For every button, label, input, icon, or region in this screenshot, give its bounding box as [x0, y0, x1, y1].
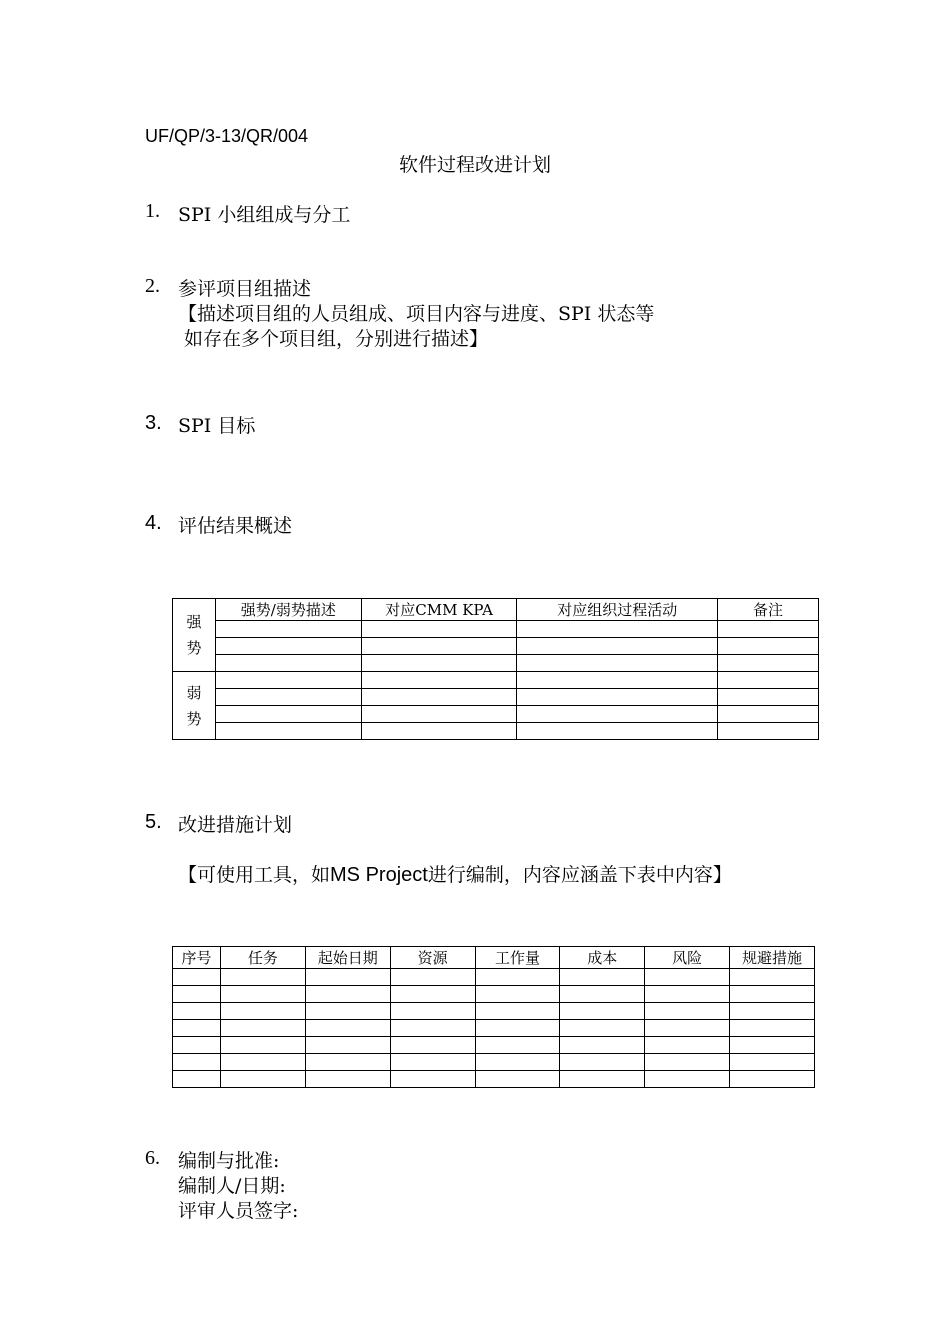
- header-description: 强势/弱势描述: [215, 599, 361, 621]
- document-code: UF/QP/3-13/QR/004: [145, 126, 309, 146]
- table-row: [173, 1003, 815, 1020]
- table-row: [173, 969, 815, 986]
- header-cost: 成本: [560, 947, 645, 969]
- section-6-heading: 编制与批准:: [178, 1150, 280, 1172]
- section-5-note-tool: MS Project: [330, 864, 428, 886]
- header-resource: 资源: [390, 947, 475, 969]
- weakness-group-label: [173, 672, 216, 740]
- section-6-reviewer-signature: 评审人员签字:: [178, 1200, 299, 1222]
- section-2-description-line2: 如存在多个项目组，分别进行描述】: [184, 328, 489, 350]
- header-process-activity: 对应组织过程活动: [517, 599, 718, 621]
- section-5-note-part-a: 【可使用工具，如: [178, 864, 331, 886]
- table-row: [173, 689, 819, 706]
- improvement-plan-table: [172, 946, 815, 1088]
- table-row: [173, 1071, 815, 1088]
- table-row: [173, 1037, 815, 1054]
- header-start-date: 起始日期: [305, 947, 390, 969]
- table-row: [173, 638, 819, 655]
- header-mitigation: 规避措施: [730, 947, 815, 969]
- section-5-heading: 改进措施计划: [178, 814, 293, 836]
- header-cmm-kpa: 对应CMM KPA: [361, 599, 517, 621]
- table-row: [173, 655, 819, 672]
- section-3-heading: SPI 目标: [178, 415, 256, 437]
- weakness-label: 弱 势: [186, 683, 202, 728]
- assessment-table: [172, 598, 819, 740]
- plan-header-row: [173, 947, 815, 969]
- header-task: 任务: [220, 947, 305, 969]
- table-row: [173, 723, 819, 740]
- header-remarks: 备注: [718, 599, 819, 621]
- header-effort: 工作量: [475, 947, 560, 969]
- table-row: [173, 1054, 815, 1071]
- assessment-header-row: [173, 599, 819, 621]
- header-seq: 序号: [173, 947, 221, 969]
- section-5-note-part-b: 进行编制，内容应涵盖下表中内容】: [427, 864, 732, 886]
- section-4-heading: 评估结果概述: [178, 515, 293, 537]
- section-1-heading: SPI 小组组成与分工: [178, 204, 351, 226]
- strength-label: 强 势: [186, 613, 202, 657]
- strength-group-label: [173, 599, 216, 672]
- document-title: 软件过程改进计划: [398, 154, 551, 176]
- table-row: [173, 986, 815, 1003]
- table-row: [173, 1020, 815, 1037]
- section-2-description-line1: 【描述项目组的人员组成、项目内容与进度、SPI 状态等: [178, 303, 655, 325]
- table-row: [173, 706, 819, 723]
- section-2-number: 2.: [145, 275, 160, 297]
- section-6-number: 6.: [145, 1147, 160, 1169]
- table-row: [173, 672, 819, 689]
- header-risk: 风险: [645, 947, 730, 969]
- table-row: [173, 621, 819, 638]
- section-3-number: 3.: [145, 412, 162, 434]
- section-2-heading: 参评项目组描述: [178, 278, 312, 300]
- section-4-number: 4.: [145, 512, 162, 534]
- section-5-note: [178, 860, 732, 887]
- section-1-number: 1.: [145, 200, 160, 222]
- section-5-number: 5.: [145, 811, 162, 833]
- section-6-author-date: 编制人/日期:: [178, 1175, 286, 1197]
